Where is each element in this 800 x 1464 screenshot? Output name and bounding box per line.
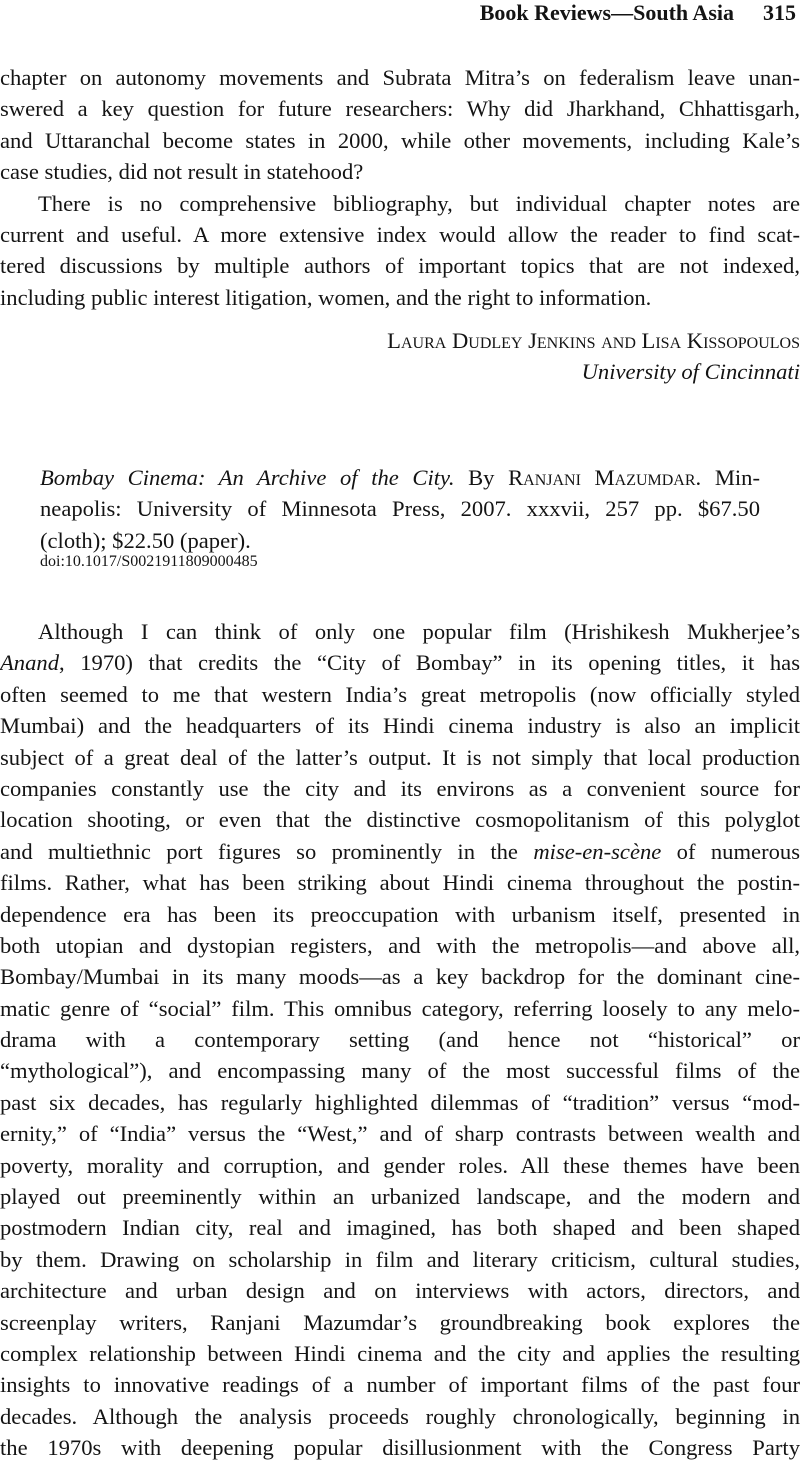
review1-line: chapter on autonomy movements and Subrata Mitra’s on federalism leave unan- xyxy=(0,65,800,90)
review2-line: architecture and urban design and on interviews with actors, directors, and xyxy=(0,1278,800,1304)
review2-line: drama with a contemporary setting (and hence not “historical” or xyxy=(0,1027,800,1053)
italic-mise: mise-en-scène xyxy=(533,838,662,864)
citation-rest: Min- xyxy=(714,465,760,490)
review2-line: films. Rather, what has been striking about Hindi cinema throughout the postin- xyxy=(0,870,800,896)
review2-line-text: and multiethnic port figures so prominently in the xyxy=(0,838,518,864)
review2-line xyxy=(0,836,800,867)
review2-line: poverty, morality and corruption, and gender roles. All these themes have been xyxy=(0,1152,800,1178)
review2-line-text: of numerous xyxy=(661,838,800,864)
review2-line: Mumbai) and the headquarters of its Hindi cinema industry is also an implicit xyxy=(0,713,800,739)
review2-line: insights to innovative readings of a number of important films of the past four xyxy=(0,1372,800,1398)
review2-line: Bombay/Mumbai in its many moods—as a key backdrop for the dominant cine- xyxy=(0,964,800,990)
review1-line: tered discussions by multiple authors of important topics that are not indexed, xyxy=(0,253,800,279)
citation-by: By xyxy=(468,465,495,490)
review2-line xyxy=(0,647,800,678)
review1-body xyxy=(0,62,800,313)
review2-line: location shooting, or even that the distinctive cosmopolitanism of this polyglot xyxy=(0,807,800,833)
review1-line: case studies, did not result in statehood? xyxy=(0,159,364,185)
doi: doi:10.1017/S0021911809000485 xyxy=(40,553,258,570)
review2-line-text: , 1970) that credits the “City of Bombay” in its opening titles, it has xyxy=(59,650,800,676)
review2-line: played out preeminently within an urbanized landscape, and the modern and xyxy=(0,1184,800,1210)
review1-authors: Laura Dudley Jenkins and Lisa Kissopoulos xyxy=(387,328,800,353)
review2-line: the 1970s with deepening popular disillusionment with the Congress Party xyxy=(0,1435,800,1461)
page-number: 315 xyxy=(763,0,796,25)
review2-line: “mythological”), and encompassing many of the most successful films of the xyxy=(0,1058,800,1084)
review2-line: dependence era has been its preoccupation with urbanism itself, presented in xyxy=(0,901,800,927)
review2-line: matic genre of “social” film. This omnibus category, referring loosely to any melo- xyxy=(0,995,800,1021)
citation-line-3: (cloth); $22.50 (paper). xyxy=(40,527,251,553)
review1-line: current and useful. A more extensive index would allow the reader to find scat- xyxy=(0,221,800,247)
review2-line: often seemed to me that western India’s great metropolis (now officially styled xyxy=(0,681,800,707)
review2-line: subject of a great deal of the latter’s output. It is not simply that local production xyxy=(0,744,800,770)
book-title: Bombay Cinema: An Archive of the City. xyxy=(40,465,455,490)
review2-line: both utopian and dystopian registers, and with the metropolis—and above all, xyxy=(0,932,800,958)
review2-citation xyxy=(40,462,760,556)
review2-line: ernity,” of “India” versus the “West,” and of sharp contrasts between wealth and xyxy=(0,1121,800,1147)
review2-line: screenplay writers, Ranjani Mazumdar’s groundbreaking book explores the xyxy=(0,1309,800,1335)
review2-body xyxy=(0,616,800,1464)
review1-line: including public interest litigation, women, and the right to information. xyxy=(0,284,652,310)
review2-line: postmodern Indian city, real and imagined, has both shaped and been shaped xyxy=(0,1215,800,1241)
review2-line: companies constantly use the city and its environs as a convenient source for xyxy=(0,775,800,801)
review1-affiliation: University of Cincinnati xyxy=(581,359,800,384)
running-title: Book Reviews—South Asia xyxy=(479,0,734,25)
review1-line: and Uttaranchal become states in 2000, while other movements, including Kale’s xyxy=(0,127,800,153)
italic-anand: Anand xyxy=(0,650,59,676)
review1-line: swered a key question for future researchers: Why did Jharkhand, Chhattisgarh, xyxy=(0,96,800,122)
running-header xyxy=(0,0,800,30)
citation-line-2: neapolis: University of Minnesota Press, 2007. xxxvii, 257 pp. $67.50 xyxy=(40,496,760,522)
book-author: Ranjani Mazumdar. xyxy=(508,465,702,490)
citation-line-1 xyxy=(40,462,760,493)
review2-line: past six decades, has regularly highlighted dilemmas of “tradition” versus “mod- xyxy=(0,1089,800,1115)
review1-line: There is no comprehensive bibliography, but individual chapter notes are xyxy=(38,190,800,216)
review2-line: decades. Although the analysis proceeds roughly chronologically, beginning in xyxy=(0,1403,800,1429)
review2-line: by them. Drawing on scholarship in film and literary criticism, cultural studies, xyxy=(0,1246,800,1272)
review2-line: complex relationship between Hindi cinema and the city and applies the resulting xyxy=(0,1340,800,1366)
review2-line: Although I can think of only one popular film (Hrishikesh Mukherjee’s xyxy=(38,619,800,644)
